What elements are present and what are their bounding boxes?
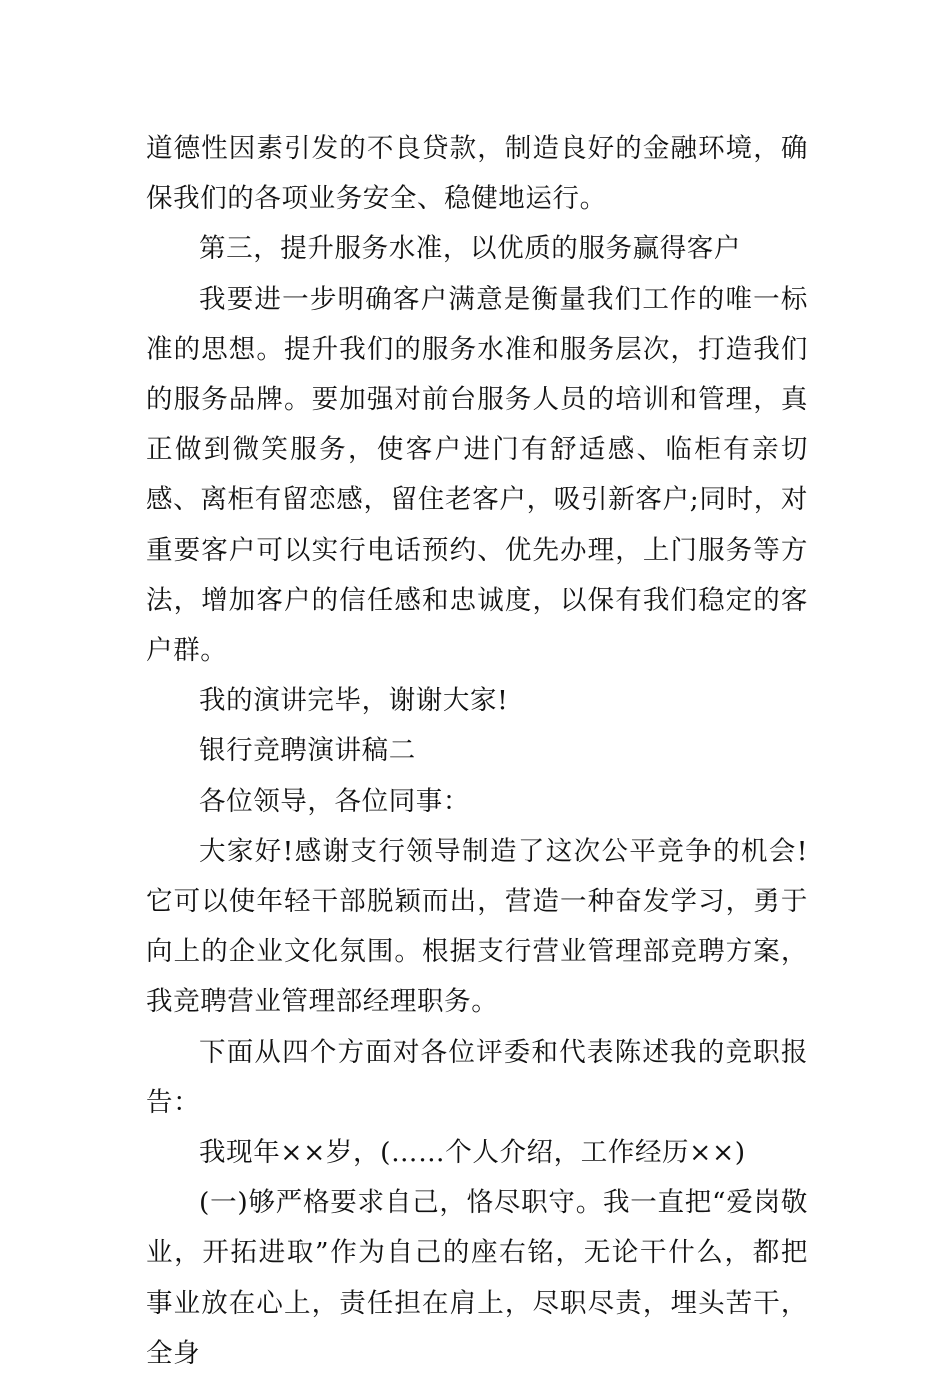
paragraph-personal-intro: 我现年××岁，(……个人介绍，工作经历××) (199, 1137, 746, 1169)
paragraph-service-plan: 我要进一步明确客户满意是衡量我们工作的唯一标准的思想。提升我们的服务水准和服务层次，打造我们的服务品牌。要加强对前台服务人员的培训和管理，真正做到微笑服务，使客户进门有舒适感、临柜有亲切感、离柜有留恋感，留住老客户，吸引新客户;同时，对重要客户可以实行电话预约、优先办理，上门服务等方法，增加客户的信任感和忠诚度，以保有我们稳定的客户群。 (146, 283, 808, 667)
paragraph-continuation: 道德性因素引发的不良贷款，制造良好的金融环境，确保我们的各项业务安全、稳健地运行。 (146, 133, 808, 215)
paragraph-speech-two-title: 银行竞聘演讲稿二 (199, 735, 416, 767)
paragraph-closing: 我的演讲完毕，谢谢大家! (199, 685, 509, 717)
paragraph-point-one: (一)够严格要求自己，恪尽职守。我一直把“爱岗敬业，开拓进取”作为自己的座右铭，无论干什么，都把事业放在心上，责任担在肩上，尽职尽责，埋头苦干，全身 (146, 1187, 808, 1369)
paragraph-section-three-heading: 第三，提升服务水准，以优质的服务赢得客户 (199, 233, 741, 265)
document-body (146, 124, 808, 1379)
paragraph-report-intro: 下面从四个方面对各位评委和代表陈述我的竞职报告： (146, 1036, 808, 1118)
paragraph-greeting: 大家好!感谢支行领导制造了这次公平竞争的机会!它可以使年轻干部脱颖而出，营造一种奋发学习，勇于向上的企业文化氛围。根据支行营业管理部竞聘方案，我竞聘营业管理部经理职务。 (146, 835, 808, 1018)
paragraph-salutation: 各位领导，各位同事： (199, 785, 470, 817)
